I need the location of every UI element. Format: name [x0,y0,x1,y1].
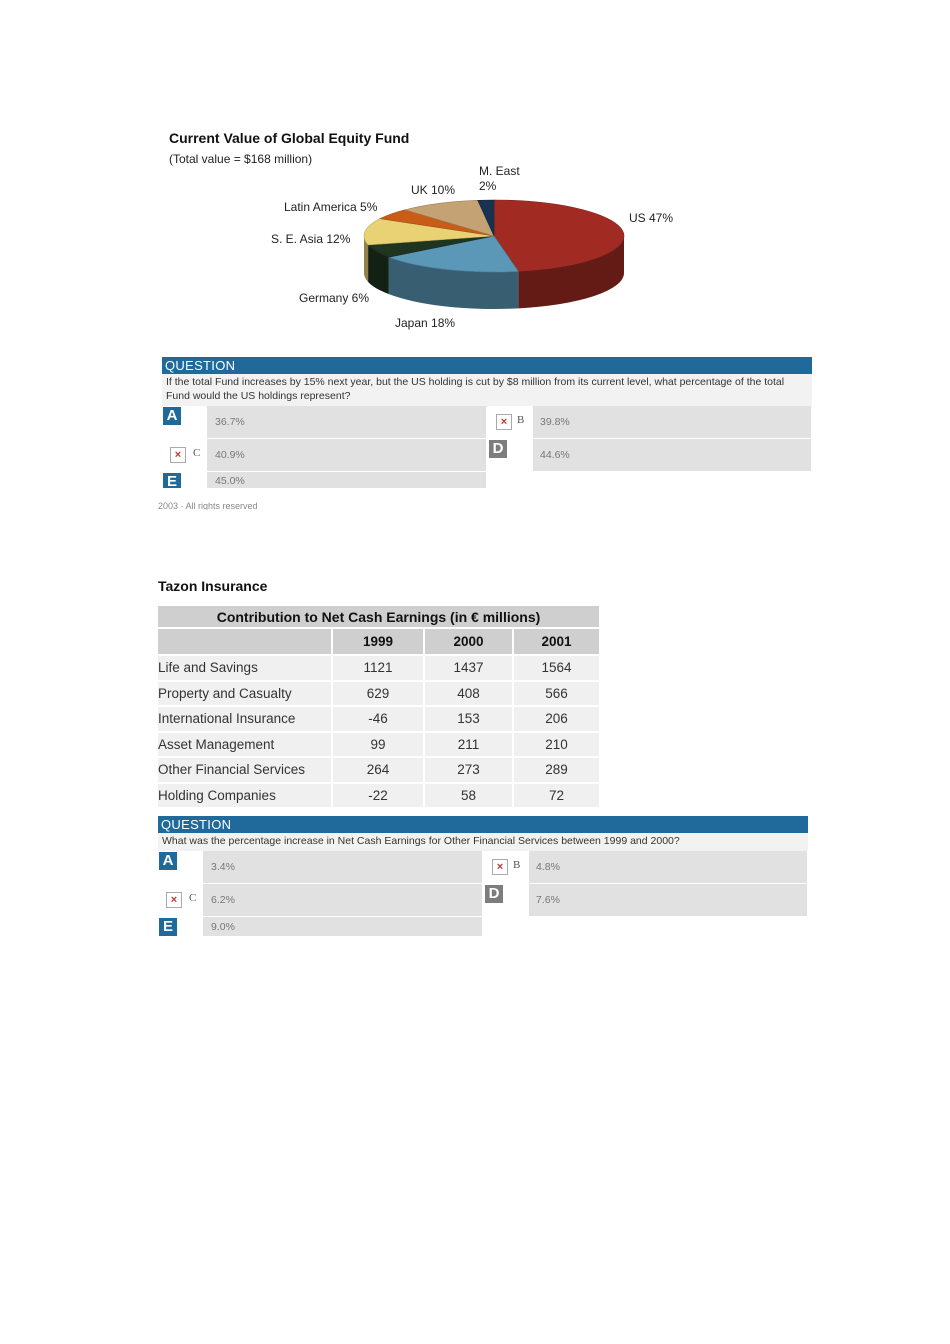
q2-letter-e: E [159,918,177,936]
broken-image-icon: × [492,859,508,875]
q2-option-a-value: 3.4% [211,861,235,873]
q1-letter-b: B [517,414,525,426]
cell-2000: 58 [424,783,513,808]
q2-option-d-marker[interactable] [484,884,528,916]
cell-2001: 289 [513,757,599,783]
q1-option-b-marker[interactable] [488,406,532,438]
broken-image-icon: × [496,414,512,430]
broken-image-icon: × [170,447,186,463]
table-header-year: 2000 [424,628,513,655]
cell-2001: 206 [513,706,599,732]
q2-option-e[interactable] [203,917,482,936]
q1-option-e[interactable] [207,472,486,488]
table-header-year: 1999 [332,628,424,655]
table-header-blank [158,628,332,655]
q1-text: If the total Fund increases by 15% next year, but the US holding is cut by $8 million from its current level, what percentage of the total Fund would the US holdings represent? [162,374,812,407]
table-caption: Contribution to Net Cash Earnings (in € millions) [158,606,599,628]
row-label: International Insurance [158,706,332,732]
tazon-title: Tazon Insurance [158,578,268,594]
label-latin-america: Latin America 5% [284,200,378,214]
pie-top [364,200,624,272]
q1-option-e-value: 45.0% [215,475,245,487]
cell-1999: 1121 [332,655,424,681]
row-label: Asset Management [158,732,332,758]
row-label: Other Financial Services [158,757,332,783]
cell-1999: -22 [332,783,424,808]
label-m-east-line1: M. East [479,164,520,178]
q1-option-c-marker[interactable] [162,439,206,471]
q2-letter-b: B [513,859,521,871]
q2-option-e-marker[interactable] [158,917,202,936]
q2-text: What was the percentage increase in Net Cash Earnings for Other Financial Services between 1999 and 2000? [158,833,808,851]
net-cash-earnings-table [158,606,599,807]
row-label: Holding Companies [158,783,332,808]
q1-header: QUESTION [162,357,812,374]
q2-option-b-marker[interactable] [484,851,528,883]
cell-2000: 273 [424,757,513,783]
cell-2001: 566 [513,681,599,707]
q1-footer-text: 2003 · All rights reserved [158,501,258,510]
q2-option-b[interactable] [529,851,807,883]
chart-subtitle: (Total value = $168 million) [169,152,313,166]
cell-2000: 408 [424,681,513,707]
table-row [158,732,599,758]
label-germany: Germany 6% [299,291,370,305]
q2-option-e-value: 9.0% [211,921,235,933]
cell-2000: 153 [424,706,513,732]
label-japan: Japan 18% [395,316,456,330]
q1-option-d-value: 44.6% [540,449,570,461]
cell-2000: 1437 [424,655,513,681]
cell-2000: 211 [424,732,513,758]
table-row [158,757,599,783]
q1-option-c[interactable] [207,439,486,471]
cell-1999: -46 [332,706,424,732]
table-row [158,706,599,732]
q2-header: QUESTION [158,816,808,833]
q1-option-b[interactable] [533,406,811,438]
broken-image-icon: × [166,892,182,908]
cell-2001: 72 [513,783,599,808]
q2-option-d[interactable] [529,884,807,916]
row-label: Property and Casualty [158,681,332,707]
q1-letter-e: E [163,473,181,488]
q1-option-d-marker[interactable] [488,439,532,471]
q1-option-c-value: 40.9% [215,449,245,461]
q1-option-b-value: 39.8% [540,416,570,428]
q2-option-a[interactable] [203,851,482,883]
label-se-asia: S. E. Asia 12% [271,232,351,246]
label-m-east-line2: 2% [479,179,497,193]
q2-option-d-value: 7.6% [536,894,560,906]
q1-footer [158,498,288,510]
chart-title: Current Value of Global Equity Fund [169,130,410,146]
row-label: Life and Savings [158,655,332,681]
q1-option-a-value: 36.7% [215,416,245,428]
cell-2001: 210 [513,732,599,758]
q2-option-c-marker[interactable] [158,884,202,916]
q2-option-b-value: 4.8% [536,861,560,873]
q1-letter-d: D [489,440,507,458]
q1-option-e-marker[interactable] [162,472,206,488]
q1-option-a[interactable] [207,406,486,438]
q2-option-a-marker[interactable] [158,851,202,883]
q1-letter-c: C [193,447,201,459]
cell-1999: 629 [332,681,424,707]
table-row [158,655,599,681]
q2-option-c-value: 6.2% [211,894,235,906]
q2-letter-c: C [189,892,197,904]
table-row [158,783,599,808]
cell-1999: 99 [332,732,424,758]
pie-chart [0,0,950,345]
q1-letter-a: A [163,407,181,425]
q1-option-d[interactable] [533,439,811,471]
cell-2001: 1564 [513,655,599,681]
label-uk: UK 10% [411,183,456,197]
table-header-year: 2001 [513,628,599,655]
table-row [158,681,599,707]
q2-letter-a: A [159,852,177,870]
label-us: US 47% [629,211,674,225]
label-m-east [479,164,523,193]
cell-1999: 264 [332,757,424,783]
q2-option-c[interactable] [203,884,482,916]
q1-option-a-marker[interactable] [162,406,206,438]
q2-letter-d: D [485,885,503,903]
